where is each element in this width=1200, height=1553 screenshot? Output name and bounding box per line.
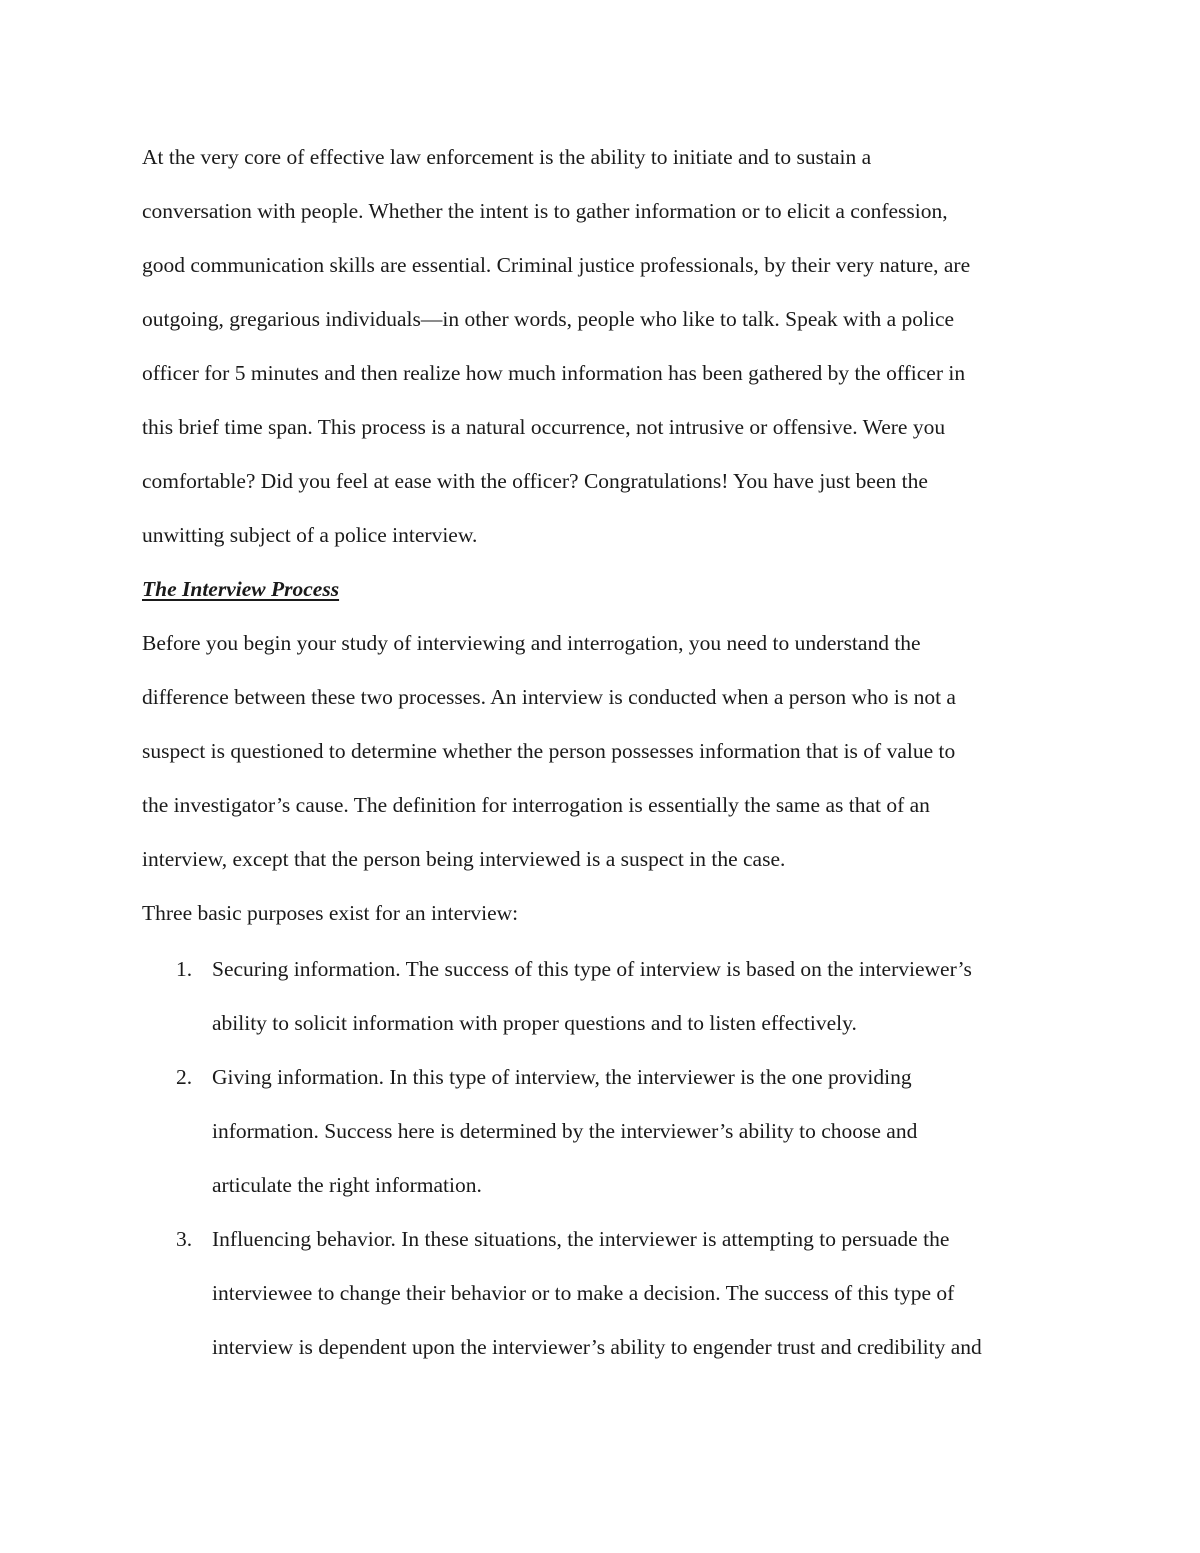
text-line: comfortable? Did you feel at ease with the officer? Congratulations! You have just been the [142, 469, 928, 493]
text-line: conversation with people. Whether the intent is to gather information or to elicit a confession, [142, 199, 948, 223]
list-item-line: interviewee to change their behavior or to make a decision. The success of this type of [212, 1281, 955, 1305]
text-line: the investigator’s cause. The definition for interrogation is essentially the same as that of an [142, 793, 930, 817]
text-line: this brief time span. This process is a natural occurrence, not intrusive or offensive. Were you [142, 415, 946, 439]
text-line: Before you begin your study of interviewing and interrogation, you need to understand the [142, 631, 921, 655]
list-item-number: 1. [176, 957, 193, 981]
list-item-line: interview is dependent upon the interviewer’s ability to engender trust and credibility and [212, 1335, 982, 1359]
list-item-line: ability to solicit information with proper questions and to listen effectively. [212, 1011, 857, 1035]
text-line: officer for 5 minutes and then realize how much information has been gathered by the officer in [142, 361, 966, 385]
list-item-number: 3. [176, 1227, 193, 1251]
text-line: unwitting subject of a police interview. [142, 523, 478, 547]
text-line: interview, except that the person being interviewed is a suspect in the case. [142, 847, 786, 871]
list-item-line: Securing information. The success of this type of interview is based on the interviewer’s [212, 957, 972, 981]
text-line: At the very core of effective law enforcement is the ability to initiate and to sustain a [142, 145, 872, 169]
text-line: suspect is questioned to determine whether the person possesses information that is of value to [142, 739, 956, 763]
text-line: difference between these two processes. An interview is conducted when a person who is not a [142, 685, 956, 709]
text-line: outgoing, gregarious individuals—in other words, people who like to talk. Speak with a police [142, 307, 955, 331]
purposes-intro: Three basic purposes exist for an interview: [142, 901, 519, 925]
list-item-line: Giving information. In this type of interview, the interviewer is the one providing [212, 1065, 912, 1089]
section-heading: The Interview Process [142, 577, 340, 601]
list-item-number: 2. [176, 1065, 193, 1089]
text-line: good communication skills are essential. Criminal justice professionals, by their very nature, are [142, 253, 971, 277]
list-item-line: information. Success here is determined by the interviewer’s ability to choose and [212, 1119, 918, 1143]
list-item-line: Influencing behavior. In these situations, the interviewer is attempting to persuade the [212, 1227, 950, 1251]
list-item-line: articulate the right information. [212, 1173, 482, 1197]
